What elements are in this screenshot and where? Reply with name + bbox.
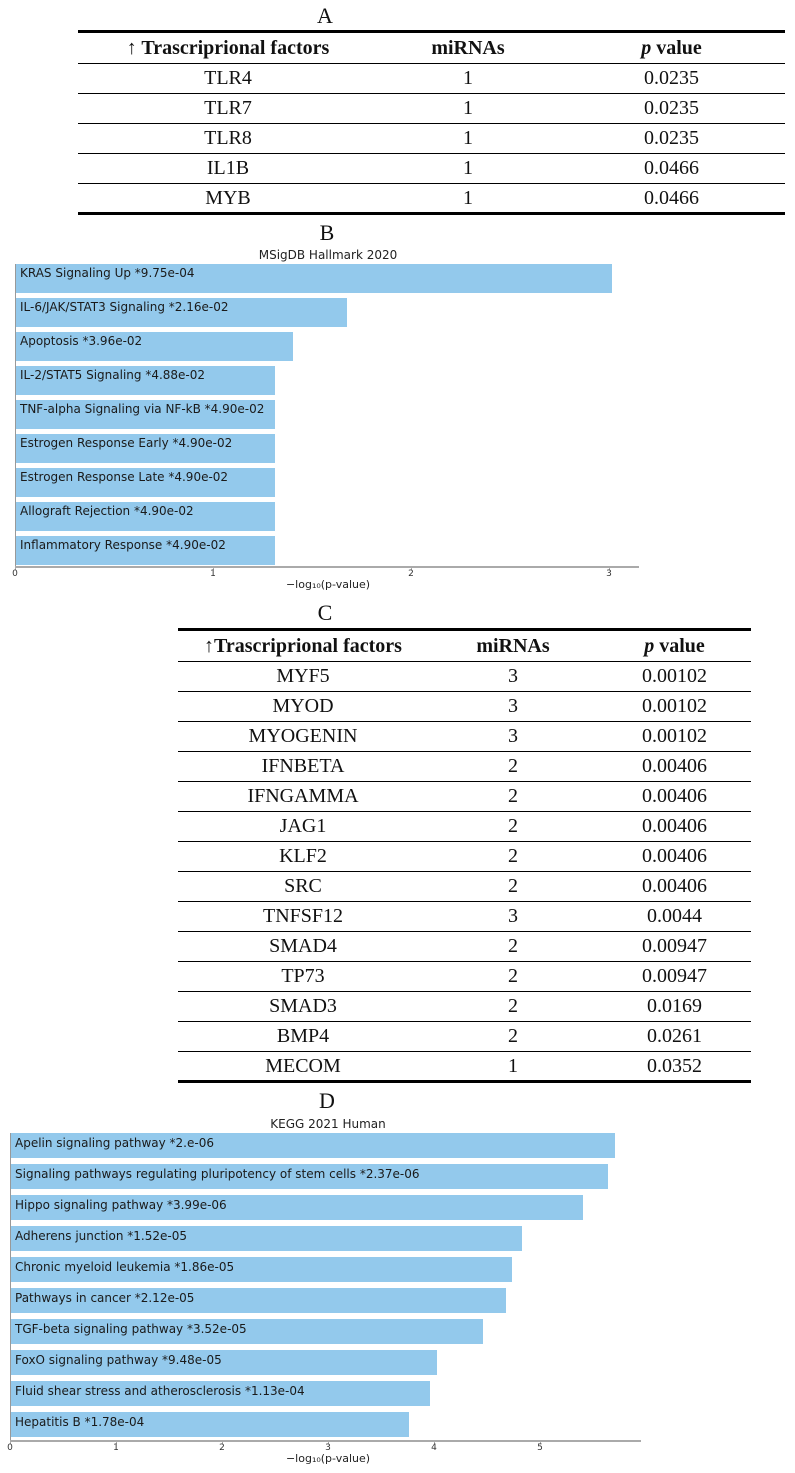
mirnas-cell: 2 <box>428 812 598 842</box>
table-row <box>78 184 785 214</box>
factor-cell: SRC <box>178 872 428 902</box>
pvalue-cell: 0.0235 <box>558 94 785 124</box>
factor-cell: IFNBETA <box>178 752 428 782</box>
mirnas-cell: 3 <box>428 662 598 692</box>
mirnas-cell: 2 <box>428 1022 598 1052</box>
table-row <box>178 752 751 782</box>
bar-label: Hippo signaling pathway *3.99e-06 <box>15 1198 227 1212</box>
mirnas-cell: 1 <box>378 94 558 124</box>
x-tick-label: 1 <box>113 1443 119 1453</box>
mirnas-cell: 1 <box>428 1052 598 1082</box>
bar-label: Allograft Rejection *4.90e-02 <box>20 504 194 518</box>
table-row <box>178 992 751 1022</box>
bar-label: TNF-alpha Signaling via NF-kB *4.90e-02 <box>20 402 265 416</box>
p-italic: p <box>644 634 655 657</box>
panel-letter-a: A <box>317 3 333 28</box>
x-tick-label: 0 <box>7 1443 13 1453</box>
bar <box>16 298 347 327</box>
panel-letter-d: D <box>319 1088 335 1113</box>
factor-cell: SMAD4 <box>178 932 428 962</box>
bar <box>11 1257 512 1282</box>
pvalue-cell: 0.00947 <box>598 932 751 962</box>
table-row <box>178 692 751 722</box>
table-row <box>178 782 751 812</box>
x-tick-label: 1 <box>210 569 216 579</box>
mirnas-cell: 1 <box>378 184 558 214</box>
bar-label: Apoptosis *3.96e-02 <box>20 334 143 348</box>
col-header-pvalue <box>558 32 785 64</box>
bar <box>16 366 275 395</box>
table-row <box>78 124 785 154</box>
bar <box>11 1226 522 1251</box>
col-header-factors: ↑ Trascriprional factors <box>78 32 378 64</box>
bar-label: Adherens junction *1.52e-05 <box>15 1229 187 1243</box>
table-row <box>178 962 751 992</box>
bar <box>16 502 275 531</box>
factor-cell: KLF2 <box>178 842 428 872</box>
pvalue-cell: 0.0044 <box>598 902 751 932</box>
bar-label: Apelin signaling pathway *2.e-06 <box>15 1136 214 1150</box>
table-row <box>78 154 785 184</box>
bar-label: Fluid shear stress and atherosclerosis *1.13e-04 <box>15 1384 305 1398</box>
pvalue-cell: 0.00102 <box>598 662 751 692</box>
col-header-mirnas: miRNAs <box>428 630 598 662</box>
panel-letter-b: B <box>319 220 335 245</box>
mirnas-cell: 3 <box>428 692 598 722</box>
bar-label: Hepatitis B *1.78e-04 <box>15 1415 145 1429</box>
table-a <box>78 30 785 215</box>
bar <box>16 332 293 361</box>
factor-cell: MYB <box>78 184 378 214</box>
bar <box>11 1133 615 1158</box>
mirnas-cell: 2 <box>428 992 598 1022</box>
factor-cell: MYOD <box>178 692 428 722</box>
table-row <box>178 722 751 752</box>
factor-cell: TLR4 <box>78 64 378 94</box>
pvalue-cell: 0.0235 <box>558 64 785 94</box>
pvalue-cell: 0.00406 <box>598 812 751 842</box>
bar <box>11 1164 608 1189</box>
bar-label: Inflammatory Response *4.90e-02 <box>20 538 226 552</box>
bar <box>11 1195 583 1220</box>
mirnas-cell: 3 <box>428 902 598 932</box>
pvalue-cell: 0.0235 <box>558 124 785 154</box>
x-axis-label: −log₁₀(p-value) <box>285 578 371 591</box>
bar <box>16 400 275 429</box>
pvalue-cell: 0.00406 <box>598 842 751 872</box>
table-c-header-row <box>178 630 751 662</box>
table-row <box>178 842 751 872</box>
mirnas-cell: 1 <box>378 154 558 184</box>
table-row <box>178 662 751 692</box>
x-tick-label: 3 <box>325 1443 331 1453</box>
pvalue-cell: 0.0466 <box>558 184 785 214</box>
col-header-factors: ↑Trascriprional factors <box>178 630 428 662</box>
table-row <box>78 94 785 124</box>
bar-label: FoxO signaling pathway *9.48e-05 <box>15 1353 222 1367</box>
bar <box>11 1381 430 1406</box>
factor-cell: MYOGENIN <box>178 722 428 752</box>
factor-cell: TLR7 <box>78 94 378 124</box>
col-header-mirnas: miRNAs <box>378 32 558 64</box>
bar-label: IL-2/STAT5 Signaling *4.88e-02 <box>20 368 206 382</box>
bar-label: KRAS Signaling Up *9.75e-04 <box>20 266 195 280</box>
table-row <box>178 902 751 932</box>
factor-cell: IFNGAMMA <box>178 782 428 812</box>
table-row <box>178 812 751 842</box>
chart-msigdb-hallmark <box>0 244 660 594</box>
mirnas-cell: 2 <box>428 782 598 812</box>
x-tick-label: 2 <box>219 1443 225 1453</box>
pvalue-cell: 0.0352 <box>598 1052 751 1082</box>
table-row <box>178 1052 751 1082</box>
chart-kegg-2021-human <box>0 1113 660 1473</box>
chart-title: MSigDB Hallmark 2020 <box>258 248 398 262</box>
x-tick-label: 2 <box>408 569 414 579</box>
table-row <box>78 64 785 94</box>
panel-letter-c: C <box>317 600 333 625</box>
pvalue-cell: 0.00102 <box>598 692 751 722</box>
bar-label: Pathways in cancer *2.12e-05 <box>15 1291 195 1305</box>
mirnas-cell: 1 <box>378 124 558 154</box>
x-tick-label: 4 <box>431 1443 437 1453</box>
pvalue-cell: 0.00406 <box>598 752 751 782</box>
pvalue-cell: 0.0466 <box>558 154 785 184</box>
factor-cell: TP73 <box>178 962 428 992</box>
bar <box>16 536 275 565</box>
factor-cell: MYF5 <box>178 662 428 692</box>
bar <box>11 1412 409 1437</box>
table-row <box>178 872 751 902</box>
factor-cell: JAG1 <box>178 812 428 842</box>
x-tick-label: 5 <box>537 1443 543 1453</box>
bar <box>11 1319 483 1344</box>
bar-label: Signaling pathways regulating pluripotency of stem cells *2.37e-06 <box>15 1167 420 1181</box>
bar-label: Estrogen Response Late *4.90e-02 <box>20 470 229 484</box>
bar <box>11 1288 506 1313</box>
bar <box>16 468 275 497</box>
bar-label: IL-6/JAK/STAT3 Signaling *2.16e-02 <box>20 300 229 314</box>
bar-label: Chronic myeloid leukemia *1.86e-05 <box>15 1260 235 1274</box>
bar <box>11 1350 437 1375</box>
table-row <box>178 932 751 962</box>
p-rest: value <box>651 36 702 59</box>
mirnas-cell: 3 <box>428 722 598 752</box>
x-tick-label: 0 <box>12 569 18 579</box>
bar <box>16 434 275 463</box>
x-axis <box>15 566 639 568</box>
x-tick-label: 3 <box>606 569 612 579</box>
mirnas-cell: 2 <box>428 962 598 992</box>
p-italic: p <box>641 36 652 59</box>
pvalue-cell: 0.00947 <box>598 962 751 992</box>
table-c <box>178 628 751 1083</box>
p-rest: value <box>654 634 705 657</box>
factor-cell: IL1B <box>78 154 378 184</box>
mirnas-cell: 1 <box>378 64 558 94</box>
mirnas-cell: 2 <box>428 842 598 872</box>
bar-label: Estrogen Response Early *4.90e-02 <box>20 436 233 450</box>
mirnas-cell: 2 <box>428 752 598 782</box>
x-axis <box>10 1440 641 1442</box>
pvalue-cell: 0.00406 <box>598 782 751 812</box>
pvalue-cell: 0.00406 <box>598 872 751 902</box>
table-a-header-row <box>78 32 785 64</box>
factor-cell: BMP4 <box>178 1022 428 1052</box>
factor-cell: MECOM <box>178 1052 428 1082</box>
factor-cell: TLR8 <box>78 124 378 154</box>
factor-cell: SMAD3 <box>178 992 428 1022</box>
factor-cell: TNFSF12 <box>178 902 428 932</box>
bar-label: TGF-beta signaling pathway *3.52e-05 <box>15 1322 247 1336</box>
chart-title: KEGG 2021 Human <box>270 1117 386 1131</box>
table-row <box>178 1022 751 1052</box>
pvalue-cell: 0.00102 <box>598 722 751 752</box>
mirnas-cell: 2 <box>428 872 598 902</box>
col-header-pvalue <box>598 630 751 662</box>
bar <box>16 264 612 293</box>
pvalue-cell: 0.0169 <box>598 992 751 1022</box>
x-axis-label: −log₁₀(p-value) <box>285 1452 371 1465</box>
pvalue-cell: 0.0261 <box>598 1022 751 1052</box>
mirnas-cell: 2 <box>428 932 598 962</box>
